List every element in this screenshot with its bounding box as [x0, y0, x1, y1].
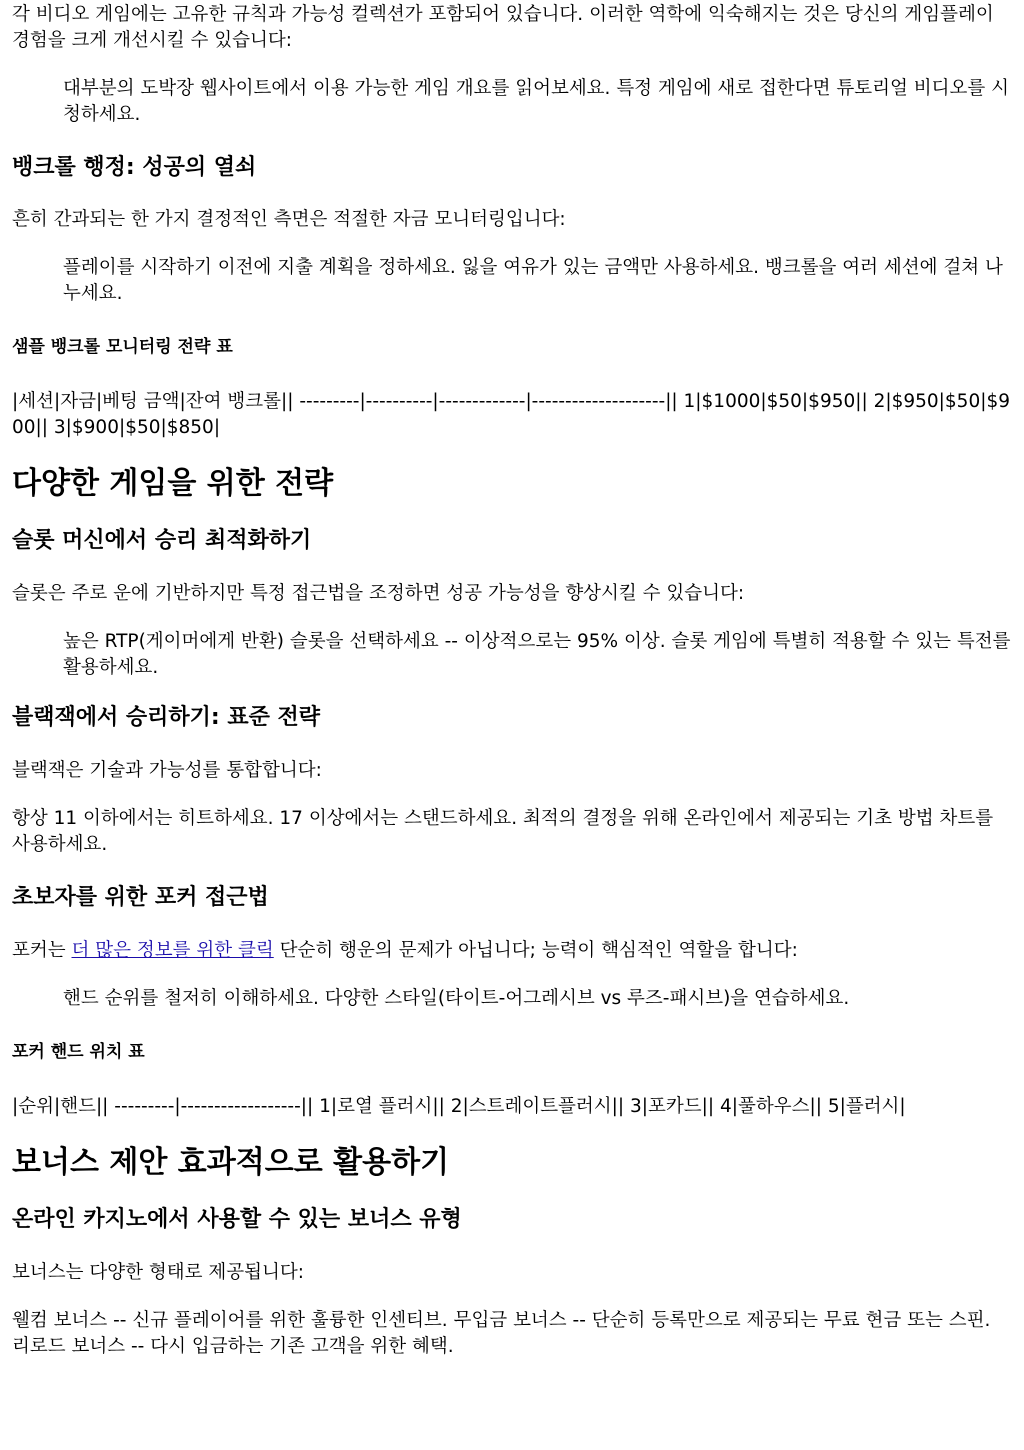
poker-heading: 초보자를 위한 포커 접근법 — [12, 885, 269, 910]
blackjack-heading: 블랙잭에서 승리하기: 표준 전략 — [12, 705, 321, 730]
article — [0, 2, 1024, 1360]
poker-paragraph-start: 포커는 — [12, 940, 72, 961]
bonus-paragraph-2: 웰컴 보너스 -- 신규 플레이어를 위한 훌륭한 인센티브. 무입금 보너스 -- 단순히 등록만으로 제공되는 무료 현금 또는 스핀. 리로드 보너스 -- 다시 입금하는 기존 고객을 위한 혜택. — [12, 1310, 991, 1357]
intro-quote: 대부분의 도박장 웹사이트에서 이용 가능한 게임 개요를 읽어보세요. 특정 게임에 새로 접한다면 튜토리얼 비디오를 시청하세요. — [63, 78, 1010, 125]
bankroll-quote: 플레이를 시작하기 이전에 지출 계획을 정하세요. 잃을 여유가 있는 금액만 사용하세요. 뱅크롤을 여러 세션에 걸쳐 나누세요. — [63, 257, 1003, 304]
more-info-link[interactable]: 더 많은 정보를 위한 클릭 — [71, 940, 274, 961]
blackjack-paragraph-2: 항상 11 이하에서는 히트하세요. 17 이상에서는 스탠드하세요. 최적의 결정을 위해 온라인에서 제공되는 기초 방법 차트를 사용하세요. — [12, 808, 994, 855]
poker-paragraph-end: 단순히 행운의 문제가 아닙니다; 능력이 핵심적인 역할을 합니다: — [273, 940, 798, 961]
slots-quote: 높은 RTP(게이머에게 반환) 슬롯을 선택하세요 -- 이상적으로는 95% 이상. 슬롯 게임에 특별히 적용할 수 있는 특전를 활용하세요. — [63, 631, 1011, 678]
blackjack-paragraph: 블랙잭은 기술과 가능성를 통합합니다: — [12, 760, 322, 781]
bonus-types-heading: 온라인 카지노에서 사용할 수 있는 보너스 유형 — [12, 1207, 462, 1232]
bankroll-heading: 뱅크롤 행정: 성공의 열쇠 — [12, 155, 257, 180]
slots-paragraph: 슬롯은 주로 운에 기반하지만 특정 접근법을 조정하면 성공 가능성을 향상시킬 수 있습니다: — [12, 583, 745, 604]
poker-paragraph — [12, 938, 1012, 964]
bankroll-table-text: |세션|자금|베팅 금액|잔여 뱅크롤|| ---------|----------|-------------|--------------------|| 1|$1000|$50|$950|| 2|$950|$50|$900|| 3|$900|$50|$850| — [12, 391, 1010, 438]
poker-quote: 핸드 순위를 철저히 이해하세요. 다양한 스타일(타이트-어그레시브 vs 루즈-패시브)을 연습하세요. — [63, 988, 850, 1009]
intro-paragraph: 각 비디오 게임에는 고유한 규칙과 가능성 컬렉션가 포함되어 있습니다. 이러한 역학에 익숙해지는 것은 당신의 게임플레이 경험을 크게 개선시킬 수 있습니다: — [12, 4, 994, 51]
bankroll-table-heading: 샘플 뱅크롤 모니터링 전략 표 — [12, 337, 233, 357]
strategy-heading: 다양한 게임을 위한 전략 — [12, 466, 334, 501]
poker-table-text: |순위|핸드|| ---------|------------------|| 1|로열 플러시|| 2|스트레이트플러시|| 3|포카드|| 4|풀하우스|| 5|플러시| — [12, 1096, 906, 1117]
slots-heading: 슬롯 머신에서 승리 최적화하기 — [12, 528, 312, 553]
bankroll-paragraph: 흔히 간과되는 한 가지 결정적인 측면은 적절한 자금 모니터링입니다: — [12, 209, 566, 230]
bonus-heading: 보너스 제안 효과적으로 활용하기 — [12, 1145, 450, 1180]
poker-table-heading: 포커 핸드 위치 표 — [12, 1042, 145, 1062]
bonus-paragraph: 보너스는 다양한 형태로 제공됩니다: — [12, 1262, 304, 1283]
